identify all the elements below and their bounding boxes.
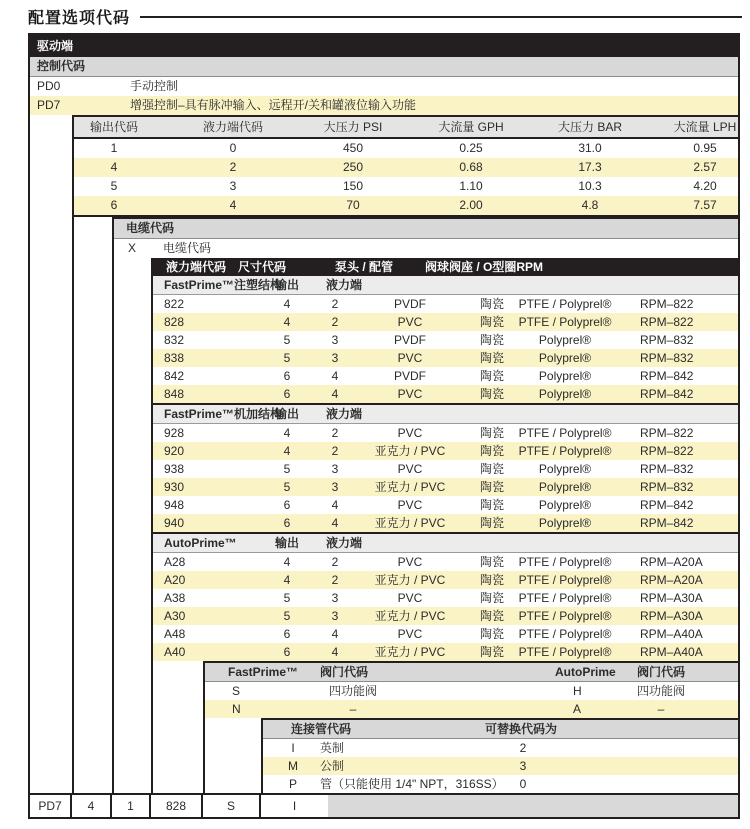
pump-seat-material: PTFE / Polyprel® <box>518 426 612 440</box>
hyd-code-cell: 0 <box>229 141 237 155</box>
lph-cell: 4.20 <box>693 179 717 193</box>
pump-row <box>153 607 738 625</box>
pump-head-material: PVC <box>397 555 423 569</box>
pump-rpm-code: RPM–832 <box>640 351 694 365</box>
control-code-value: PD7 <box>37 98 61 112</box>
hyd-code-cell: 4 <box>229 198 237 212</box>
pump-code: 832 <box>164 333 185 347</box>
pump-hyd: 4 <box>331 516 339 530</box>
lph-cell: 2.57 <box>693 160 717 174</box>
pump-rpm-code: RPM–A20A <box>640 555 703 569</box>
bar-cell: 10.3 <box>578 179 602 193</box>
pump-ball-material: 陶瓷 <box>479 333 504 347</box>
connection-rows <box>263 739 738 793</box>
pump-code: 842 <box>164 369 185 383</box>
pump-hyd: 2 <box>331 315 339 329</box>
connection-table-header <box>263 720 738 739</box>
pump-row <box>153 385 738 403</box>
pump-row <box>153 553 738 571</box>
output-code-cell: 5 <box>110 179 118 193</box>
config-table <box>28 33 740 819</box>
pump-ball-material: 陶瓷 <box>479 369 504 383</box>
connection-level <box>261 718 738 793</box>
control-code-desc: 手动控制 <box>130 79 179 93</box>
pump-code: 920 <box>164 444 185 458</box>
pump-code: 828 <box>164 315 185 329</box>
pump-ball-material: 陶瓷 <box>479 444 504 458</box>
pump-rpm-code: RPM–A40A <box>640 645 703 659</box>
pump-output: 6 <box>283 627 291 641</box>
col-header-max-flow-gph: 大流量 GPH <box>438 120 504 134</box>
pump-hyd: 4 <box>331 498 339 512</box>
connection-replace-code: 3 <box>519 759 527 773</box>
pump-row <box>153 349 738 367</box>
pump-output: 4 <box>283 315 291 329</box>
bar-cell: 31.0 <box>578 141 602 155</box>
pump-table-header-bar <box>153 258 738 276</box>
pump-hyd: 2 <box>331 444 339 458</box>
connection-replace-code: 2 <box>519 741 527 755</box>
col-header-output-code: 输出代码 <box>89 120 138 134</box>
pump-ball-material: 陶瓷 <box>479 645 504 659</box>
cable-code-desc: 电缆代码 <box>163 241 212 255</box>
pump-rpm-code: RPM–842 <box>640 498 694 512</box>
pump-head-material: PVDF <box>393 333 426 347</box>
pump-head-material: PVC <box>397 387 423 401</box>
pump-head-material: 亚克力 / PVC <box>374 573 446 587</box>
pump-seat-material: PTFE / Polyprel® <box>518 315 612 329</box>
control-row <box>30 77 738 96</box>
pump-hyd: 2 <box>331 555 339 569</box>
control-code-value: PD0 <box>37 79 61 93</box>
pump-code: A40 <box>164 645 186 659</box>
valve-header-fastprime: FastPrime™ <box>228 665 299 679</box>
lph-cell: 7.57 <box>693 198 717 212</box>
pump-hyd: 3 <box>331 591 339 605</box>
pump-hyd: 4 <box>331 369 339 383</box>
pump-hyd: 3 <box>331 480 339 494</box>
pump-seat-material: Polyprel® <box>538 462 592 476</box>
col-header-max-pressure-bar: 大压力 BAR <box>557 120 622 134</box>
control-code-header: 控制代码 <box>30 57 738 77</box>
pump-ball-material: 陶瓷 <box>479 555 504 569</box>
connection-code: M <box>288 759 298 773</box>
connection-row <box>263 757 738 775</box>
connection-replace-code: 0 <box>519 777 527 791</box>
section-output-header: 输出 <box>274 407 299 421</box>
example-configuration-row <box>30 793 738 817</box>
psi-cell: 70 <box>346 198 360 212</box>
pump-row <box>153 367 738 385</box>
pump-output: 4 <box>283 426 291 440</box>
pump-code: A28 <box>164 555 186 569</box>
pump-head-material: PVC <box>397 351 423 365</box>
pump-head-material: 亚克力 / PVC <box>374 609 446 623</box>
pump-section-autoprime <box>153 532 738 661</box>
output-row <box>74 196 738 215</box>
section-rows <box>153 553 738 661</box>
output-row <box>74 177 738 196</box>
section-header <box>153 403 738 424</box>
pump-output: 6 <box>283 516 291 530</box>
pump-head-material: PVC <box>397 591 423 605</box>
pump-output: 5 <box>283 351 291 365</box>
pump-hyd: 4 <box>331 645 339 659</box>
bar-header-size-code: 尺寸代码 <box>238 260 287 274</box>
pump-seat-material: Polyprel® <box>538 387 592 401</box>
valve-rows <box>205 682 738 718</box>
connection-desc: 公制 <box>320 759 345 773</box>
section-header <box>153 276 738 295</box>
pump-head-material: 亚克力 / PVC <box>374 444 446 458</box>
pump-ball-material: 陶瓷 <box>479 516 504 530</box>
pump-ball-material: 陶瓷 <box>479 351 504 365</box>
pump-seat-material: PTFE / Polyprel® <box>518 627 612 641</box>
pump-head-material: 亚克力 / PVC <box>374 516 446 530</box>
gph-cell: 1.10 <box>459 179 483 193</box>
connection-code: I <box>291 741 295 755</box>
pump-seat-material: Polyprel® <box>538 498 592 512</box>
pump-ball-material: 陶瓷 <box>479 462 504 476</box>
pump-output: 5 <box>283 480 291 494</box>
col-header-hyd-code: 液力端代码 <box>202 120 263 134</box>
pump-code: 930 <box>164 480 185 494</box>
pump-row <box>153 571 738 589</box>
pump-code: A20 <box>164 573 186 587</box>
output-code-cell: 6 <box>110 198 118 212</box>
pump-row <box>153 331 738 349</box>
valve-desc-fastprime: 四功能阀 <box>328 684 377 698</box>
gph-cell: 0.68 <box>459 160 483 174</box>
pump-hyd: 3 <box>331 351 339 365</box>
section-hyd-header: 液力端 <box>325 278 362 292</box>
drive-end-header: 驱动端 <box>30 35 738 57</box>
pump-output: 4 <box>283 297 291 311</box>
pump-rpm-code: RPM–832 <box>640 480 694 494</box>
pump-rpm-code: RPM–A30A <box>640 591 703 605</box>
control-rows <box>30 77 738 115</box>
pump-rpm-code: RPM–822 <box>640 297 694 311</box>
bar-header-pump-head: 泵头 / 配管 <box>335 260 394 274</box>
pump-row <box>153 424 738 442</box>
pump-output: 4 <box>283 444 291 458</box>
pump-row <box>153 496 738 514</box>
connection-header-replace: 可替换代码为 <box>485 722 558 736</box>
valve-desc-autoprime: – <box>657 702 665 716</box>
pump-seat-material: PTFE / Polyprel® <box>518 645 612 659</box>
pump-seat-material: PTFE / Polyprel® <box>518 297 612 311</box>
pump-output: 4 <box>283 555 291 569</box>
cable-code-header: 电缆代码 <box>114 219 738 239</box>
pump-row <box>153 514 738 532</box>
example-valve-code: S <box>203 795 261 817</box>
section-rows <box>153 295 738 403</box>
valve-row <box>205 682 738 700</box>
output-table-header <box>74 117 738 139</box>
pump-code: A48 <box>164 627 186 641</box>
output-code-cell: 1 <box>110 141 118 155</box>
pump-code: 938 <box>164 462 185 476</box>
pump-rpm-code: RPM–822 <box>640 426 694 440</box>
pump-rpm-code: RPM–822 <box>640 444 694 458</box>
pump-code: 838 <box>164 351 185 365</box>
hyd-code-cell: 3 <box>229 179 237 193</box>
pump-code: A38 <box>164 591 186 605</box>
pump-rpm-code: RPM–A40A <box>640 627 703 641</box>
section-output-header: 输出 <box>274 536 299 550</box>
section-title: FastPrime™注塑结构 <box>164 278 283 292</box>
bar-cell: 4.8 <box>581 198 599 212</box>
pump-rpm-code: RPM–A20A <box>640 573 703 587</box>
pump-section-fastprime-molded <box>153 276 738 403</box>
output-level <box>72 115 738 793</box>
pump-output: 5 <box>283 591 291 605</box>
pump-ball-material: 陶瓷 <box>479 387 504 401</box>
psi-cell: 450 <box>342 141 364 155</box>
pump-ball-material: 陶瓷 <box>479 609 504 623</box>
pump-seat-material: Polyprel® <box>538 369 592 383</box>
example-cable-code: 1 <box>112 795 151 817</box>
gph-cell: 2.00 <box>459 198 483 212</box>
pump-seat-material: PTFE / Polyprel® <box>518 591 612 605</box>
valve-code-autoprime: A <box>573 702 582 716</box>
section-title: AutoPrime™ <box>164 536 237 550</box>
pump-output: 6 <box>283 369 291 383</box>
pump-rpm-code: RPM–832 <box>640 333 694 347</box>
pump-head-material: PVC <box>397 426 423 440</box>
valve-level <box>203 661 738 793</box>
pump-output: 6 <box>283 645 291 659</box>
cable-code-value: X <box>128 241 137 255</box>
psi-cell: 250 <box>342 160 364 174</box>
section-title: FastPrime™机加结构 <box>164 407 283 421</box>
title-row <box>28 5 742 29</box>
pump-head-material: 亚克力 / PVC <box>374 645 446 659</box>
section-rows <box>153 424 738 532</box>
valve-desc-autoprime: 四功能阀 <box>636 684 685 698</box>
pump-row <box>153 625 738 643</box>
pump-seat-material: Polyprel® <box>538 351 592 365</box>
pump-hyd: 4 <box>331 387 339 401</box>
valve-header-code1: 阀门代码 <box>320 665 369 679</box>
pump-code: 848 <box>164 387 185 401</box>
pump-hyd: 2 <box>331 573 339 587</box>
pump-seat-material: Polyprel® <box>538 516 592 530</box>
valve-code-fastprime: N <box>232 702 241 716</box>
pump-ball-material: 陶瓷 <box>479 573 504 587</box>
pump-output: 5 <box>283 462 291 476</box>
example-output-code: 4 <box>72 795 112 817</box>
pump-ball-material: 陶瓷 <box>479 627 504 641</box>
pump-ball-material: 陶瓷 <box>479 426 504 440</box>
pump-seat-material: Polyprel® <box>538 333 592 347</box>
pump-head-material: PVDF <box>393 297 426 311</box>
pump-head-material: PVC <box>397 315 423 329</box>
pump-rpm-code: RPM–842 <box>640 387 694 401</box>
pump-row <box>153 313 738 331</box>
connection-header-code: 连接管代码 <box>291 722 352 736</box>
pump-code: A30 <box>164 609 186 623</box>
pump-code: 822 <box>164 297 185 311</box>
pump-seat-material: PTFE / Polyprel® <box>518 555 612 569</box>
pump-output: 5 <box>283 333 291 347</box>
pump-hyd: 3 <box>331 462 339 476</box>
pump-rpm-code: RPM–832 <box>640 462 694 476</box>
bar-header-valve-seat-oring: 阀球阀座 / O型圈RPM <box>425 260 544 274</box>
output-rows <box>74 139 738 215</box>
connection-row <box>263 775 738 793</box>
connection-code: P <box>288 777 297 791</box>
connection-desc: 管（只能使用 1/4" NPT，316SS） <box>320 777 504 791</box>
valve-header-autoprime: AutoPrime <box>555 665 616 679</box>
lph-cell: 0.95 <box>693 141 717 155</box>
pump-row <box>153 295 738 313</box>
pump-head-material: 亚克力 / PVC <box>374 480 446 494</box>
pump-ball-material: 陶瓷 <box>479 297 504 311</box>
pump-code: 928 <box>164 426 185 440</box>
pump-seat-material: Polyprel® <box>538 480 592 494</box>
title-rule <box>140 16 742 18</box>
pump-row <box>153 589 738 607</box>
valve-desc-fastprime: – <box>349 702 357 716</box>
section-header <box>153 532 738 553</box>
pump-hyd: 3 <box>331 333 339 347</box>
pump-row <box>153 460 738 478</box>
pump-hyd: 3 <box>331 609 339 623</box>
pump-ball-material: 陶瓷 <box>479 498 504 512</box>
output-row <box>74 158 738 177</box>
control-code-desc: 增强控制–具有脉冲输入、远程开/关和罐液位输入功能 <box>130 98 417 112</box>
example-control-code: PD7 <box>30 795 72 817</box>
pump-row <box>153 478 738 496</box>
connection-desc: 英制 <box>320 741 345 755</box>
pump-hyd: 4 <box>331 627 339 641</box>
pump-row <box>153 442 738 460</box>
cable-row <box>114 239 738 258</box>
pump-output: 5 <box>283 609 291 623</box>
valve-code-fastprime: S <box>232 684 241 698</box>
section-output-header: 输出 <box>274 278 299 292</box>
pump-head-material: PVC <box>397 627 423 641</box>
example-connection-code: I <box>292 799 297 813</box>
pump-head-material: PVDF <box>393 369 426 383</box>
col-header-max-pressure-psi: 大压力 PSI <box>323 120 383 134</box>
output-code-cell: 4 <box>110 160 118 174</box>
pump-hyd: 2 <box>331 297 339 311</box>
pump-output: 4 <box>283 573 291 587</box>
pump-rpm-code: RPM–822 <box>640 315 694 329</box>
bar-header-hyd-code: 液力端代码 <box>166 260 227 274</box>
pump-rpm-code: RPM–A30A <box>640 609 703 623</box>
cable-level <box>112 217 738 793</box>
pump-seat-material: PTFE / Polyprel® <box>518 573 612 587</box>
connection-row <box>263 739 738 757</box>
section-hyd-header: 液力端 <box>325 536 362 550</box>
pump-rpm-code: RPM–842 <box>640 516 694 530</box>
pump-hyd: 2 <box>331 426 339 440</box>
col-header-max-flow-lph: 大流量 LPH <box>673 120 737 134</box>
hyd-code-cell: 2 <box>229 160 237 174</box>
output-code-table <box>74 117 738 217</box>
pump-rpm-code: RPM–842 <box>640 369 694 383</box>
pump-level <box>151 258 738 793</box>
bar-cell: 17.3 <box>578 160 602 174</box>
section-hyd-header: 液力端 <box>325 407 362 421</box>
example-row-filler <box>328 795 738 817</box>
output-row <box>74 139 738 158</box>
gph-cell: 0.25 <box>459 141 483 155</box>
pump-code: 948 <box>164 498 185 512</box>
pump-seat-material: PTFE / Polyprel® <box>518 609 612 623</box>
pump-ball-material: 陶瓷 <box>479 315 504 329</box>
pump-head-material: PVC <box>397 462 423 476</box>
pump-row <box>153 643 738 661</box>
pump-section-fastprime-machined <box>153 403 738 532</box>
valve-table-header <box>205 663 738 682</box>
pump-seat-material: PTFE / Polyprel® <box>518 444 612 458</box>
psi-cell: 150 <box>342 179 364 193</box>
page-title: 配置选项代码 <box>28 10 131 27</box>
example-pump-code: 828 <box>151 795 203 817</box>
pump-code: 940 <box>164 516 185 530</box>
pump-head-material: PVC <box>397 498 423 512</box>
pump-output: 6 <box>283 498 291 512</box>
pump-ball-material: 陶瓷 <box>479 480 504 494</box>
pump-output: 6 <box>283 387 291 401</box>
valve-row <box>205 700 738 718</box>
control-row <box>30 96 738 115</box>
pump-ball-material: 陶瓷 <box>479 591 504 605</box>
valve-header-code2: 阀门代码 <box>637 665 686 679</box>
valve-code-autoprime: H <box>573 684 582 698</box>
